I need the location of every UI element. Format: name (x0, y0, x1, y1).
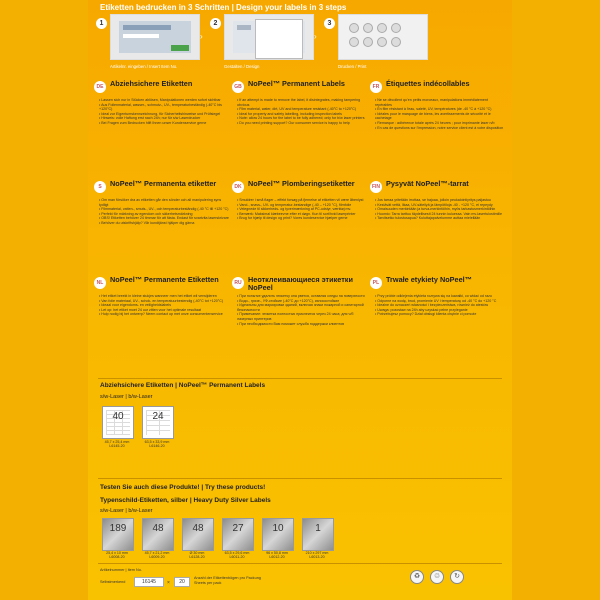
size-text: 210 x 297 mm (305, 551, 329, 555)
panel-title: Étiquettes indécollables (386, 79, 470, 88)
product-caption (137, 551, 177, 559)
product-caption (137, 440, 177, 448)
design-screen-image (224, 14, 314, 60)
panel-bullets (237, 294, 367, 326)
divider (98, 378, 502, 379)
section-title: Abziehsichere Etiketten | NoPeel™ Permanent Labels (100, 382, 266, 389)
item-number: L6011-20 (229, 555, 245, 559)
bullet: • Lassen sich nur in Stücken ablösen, Manipulationen werden sofort sichtbar (99, 98, 229, 103)
bullet: • Bemærk: Maksimal klæbeevne efter et døgn. Kun til sort/hvid laserprinter (237, 212, 367, 217)
green-dot-icon: ↻ (450, 570, 464, 584)
qty-label-en: Sheets per pack (194, 581, 222, 585)
bullet: • Uwaga: pozostaw na 24h aby uzyskać pełne przyleganie (375, 308, 505, 313)
bullet: • Ne se décollent qu'en petits morceaux, manipulations immédiatement repérables (375, 98, 505, 107)
flag-icon: NL (94, 277, 106, 289)
product-caption (257, 551, 297, 559)
item-number: L6145-20 (109, 444, 125, 448)
flag-icon: FR (370, 81, 382, 93)
divider (98, 563, 502, 564)
bullet: • Velegnede til sikkerheds- og tyverimærkning af PC-udstyr, værktøj mv. (237, 207, 367, 212)
step-caption: Artikelnr. eingeben / Insert Item No. (110, 64, 178, 69)
bullet: • Bei Fragen zum Bedrucken hilft Ihnen unser Kundenservice gerne (99, 121, 229, 126)
product-caption (217, 551, 257, 559)
bullet: • Huomio: Tarra tarttuu täydellisesti 24 tunnin kuluessa. Vain mv-lasertulostimille (375, 212, 505, 217)
step-caption: Gestalten / Design (224, 64, 260, 69)
panel-title: Неотклеивающиеся этикетки NoPeel (248, 275, 353, 292)
bullet: • Van folie materiaal, UV-, schok- en temperatuurbestendig (-40°C tot +120°C) (99, 299, 229, 304)
product-sheet-thumb (102, 406, 134, 439)
label-count: 40 (112, 411, 124, 422)
panel-bullets (375, 98, 505, 130)
product-sheet-thumb (302, 518, 334, 551)
product-sheet (88, 0, 512, 600)
bullet: • При попытке удалить этикетку она рвется, оставляя следы на поверхности (237, 294, 367, 299)
bullet: • Tarvitsetko tulostusapua? Kuluttajapalvelumme auttaa mielellään (375, 216, 505, 221)
item-number: L6146-20 (149, 444, 165, 448)
bullet: • Hulp nodig bij het ontwerp? Neem contact op met onze consumentenservice (99, 312, 229, 317)
size-text: 63,5 x 29,6 mm (224, 551, 250, 555)
bullet: • OBS! Etiketten behöver 24 timmar för att fästa. Endast för svartvita laserskrivare (99, 216, 229, 221)
bullet: • Remarque : adhérence totale après 24 heures ; pour imprimante laser n/b (375, 121, 505, 126)
product-caption (97, 440, 137, 448)
panel-title: NoPeel™ Plomberingsetiketter (248, 179, 355, 188)
bullet: • Ideal for property and safety labelling, including inspection labels (237, 112, 367, 117)
bullet: • При необходимости Вам поможет служба поддержки клиентов (237, 322, 367, 327)
size-text: 96 x 50,8 mm (266, 551, 288, 555)
panel-bullets (99, 198, 229, 226)
product-caption (97, 551, 137, 559)
cross-sell-heading: Testen Sie auch diese Produkte! | Try these products! (100, 484, 266, 491)
qty-value: 20 (174, 577, 190, 587)
panel-title: NoPeel™ Permanente Etiketten (110, 275, 219, 284)
flag-icon: GB (232, 81, 244, 93)
panel-bullets (99, 294, 229, 317)
qty-label: Anzahl der Etikettenbögen pro Packung (194, 576, 261, 580)
size-text: 25,4 x 10 mm (106, 551, 128, 555)
bullet: • Aus Folienmaterial, wasser-, schmutz-, UV-, temperaturbeständig (-40°C bis +120°C) (99, 103, 229, 112)
bullet: • Idealne do oznaczeń własności i bezpieczeństwa, również do atestów (375, 303, 505, 308)
item-number-label: Artikelnummer | Item No. (100, 568, 142, 572)
product-sheet-thumb (102, 518, 134, 551)
sheets-label: Selbstmerkend (100, 580, 126, 584)
printed-labels-image (338, 14, 428, 60)
bullet: • Perfekt för märkning av egendom och säkerhetsmärkning (99, 212, 229, 217)
bullet: • Filmmaterial, vatten-, smuts-, UV-, och temperaturbeständig (-40 °C till +120 °C) (99, 207, 229, 212)
bullet: • Omaisuuden merkintään ja turva-merkintöihin, myös tarkastusmerkintöihin (375, 207, 505, 212)
bullet: • Behöver du utskriftshjälp? Vår kundtjänst hjälper dig gärna (99, 221, 229, 226)
header-title: Etiketten bedrucken in 3 Schritten | Design your labels in 3 steps (100, 3, 347, 12)
bullet: • Brug for hjælp til design og print? Vores kundeservice hjælper gerne (237, 216, 367, 221)
bullet: • Jos tarraa yritetään irrottaa, se hajoaa, jolloin peukalointiyritys paljastuu (375, 198, 505, 203)
bullet: • En film résistant à l'eau, saleté, UV, températures (de -40 °C à +120 °C) (375, 107, 505, 112)
flag-icon: DK (232, 181, 244, 193)
product-sheet-thumb (142, 518, 174, 551)
step-number: 1 (96, 18, 107, 29)
bullet: • Vand-, snavs-, UV- og temperatur-bestandige (-40 – +120 °C), filmfolie (237, 203, 367, 208)
section-subtitle: s/w-Laser | b/w-Laser (100, 394, 153, 400)
bullet: • Odporne na wodę, brud, promienie UV i temperaturę od -40 °C do +120 °C (375, 299, 505, 304)
bullet: • Przy próbie odklejenia etykieta rozrywa się na kawałki, co widać od razu (375, 294, 505, 299)
panel-bullets (375, 294, 505, 317)
bullet: • If an attempt is made to remove the label, it disintegrates, making tampering obvious (237, 98, 367, 107)
item-number: L6009-20 (149, 555, 165, 559)
flag-icon: RU (232, 277, 244, 289)
bullet: • Het etiket breekt in kleine stukjes wanneer men het etiket wil verwijderen (99, 294, 229, 299)
panel-bullets (237, 98, 367, 126)
item-number: L6012-20 (269, 555, 285, 559)
flag-icon: DE (94, 81, 106, 93)
bullet: • Potrzebujesz pomocy? Dział obsługi klienta chętnie ci pomoże (375, 312, 505, 317)
step-number: 2 (210, 18, 221, 29)
times-sign: × (167, 580, 170, 586)
product-caption (177, 551, 217, 559)
flag-icon: S (94, 181, 106, 193)
section-title: Typenschild-Etiketten, silber | Heavy Duty Silver Labels (100, 497, 271, 504)
flag-icon: FIN (370, 181, 382, 193)
panel-bullets (237, 198, 367, 221)
section-subtitle: s/w-Laser | b/w-Laser (100, 508, 153, 514)
bullet: • Ideal zur Eigentumskennzeichnung, für Sicherheitshinweise und Prüfsiegel (99, 112, 229, 117)
size-text: 45,7 x 25,4 mm (104, 440, 130, 444)
bullet: • Kestävät vettä, likaa, UV-säteilyä ja lämpötiloja -40 - +120 °C, ei repeydy (375, 203, 505, 208)
divider (98, 478, 502, 479)
product-sheet-thumb (142, 406, 174, 439)
label-count: 27 (232, 523, 244, 534)
label-count: 48 (152, 523, 164, 534)
panel-title: Pysyvät NoPeel™-tarrat (386, 179, 469, 188)
label-count: 10 (272, 523, 284, 534)
bullet: • Om man försöker dra av etiketten går den sönder och all manipulering syns tydligt (99, 198, 229, 207)
arrow-icon: › (200, 32, 203, 41)
label-count: 24 (152, 411, 164, 422)
bullet: • Smuldrer i små flager – effekt forsøg på fjernelse af etiketten vil være åbenlyst (237, 198, 367, 203)
bullet: • Idéales pour le marquage de biens, les avertissements de sécurité et le cachetage (375, 112, 505, 121)
label-count: 1 (315, 523, 321, 534)
bullet: • Let op: het etiket moet 24 uur zitten voor het optimale resultaat (99, 308, 229, 313)
panel-title: NoPeel™ Permanenta etiketter (110, 179, 217, 188)
product-sheet-thumb (262, 518, 294, 551)
product-sheet-thumb (222, 518, 254, 551)
panel-title: Trwałe etykiety NoPeel™ (386, 275, 472, 284)
item-number: L6008-20 (109, 555, 125, 559)
item-number-value: 16145 (134, 577, 164, 587)
label-count: 48 (192, 523, 204, 534)
bullet: • Примечание: этикетка полностью приклеится через 24 часа; для ч/б лазерных принтеров (237, 312, 367, 321)
bullet: • En cas de questions sur l'impression, notre service client est à votre disposition (375, 126, 505, 131)
bullet: • Note: allow 24 hours for the label to be fully adhered; only for b/w laser printers (237, 116, 367, 121)
bullet: • Ideaal voor eigendoms- en veiligheidslabels (99, 303, 229, 308)
flag-icon: PL (370, 277, 382, 289)
bullet: • Film material, water, dirt, UV and temperature resistant (-40°C to +120°C) (237, 107, 367, 112)
product-caption (297, 551, 337, 559)
software-screen-image (110, 14, 200, 60)
recycle-mobius-icon: ♲ (430, 570, 444, 584)
bullet: • Hinweis: volle Haftung erst nach 24h; nur für s/w Laserdrucker (99, 116, 229, 121)
panel-bullets (375, 198, 505, 221)
label-count: 189 (109, 523, 127, 534)
item-number: L6013-20 (309, 555, 325, 559)
bullet: • Водо-, грязе-, УФ-стойкие (-40°С до +120°С), износостойкие (237, 299, 367, 304)
arrow-icon: › (314, 32, 317, 41)
item-number: L6128-20 (189, 555, 205, 559)
product-sheet-thumb (182, 518, 214, 551)
bullet: • Do you need printing support? Our consumer service is happy to help (237, 121, 367, 126)
step-caption: Drucken / Print (338, 64, 367, 69)
panel-title: NoPeel™ Permanent Labels (248, 79, 345, 88)
size-text: 63,5 x 33,9 mm (144, 440, 170, 444)
size-text: 45,7 x 21,2 mm (144, 551, 170, 555)
size-text: Ø 30 mm (189, 551, 205, 555)
steps-header (88, 0, 512, 78)
bullet: • Идеальны для маркировки зданий, включая знаки пожарной и санитарной безопасности (237, 303, 367, 312)
step-number: 3 (324, 18, 335, 29)
recycle-icon: ♻ (410, 570, 424, 584)
panel-bullets (99, 98, 229, 126)
panel-title: Abziehsichere Etiketten (110, 79, 193, 88)
